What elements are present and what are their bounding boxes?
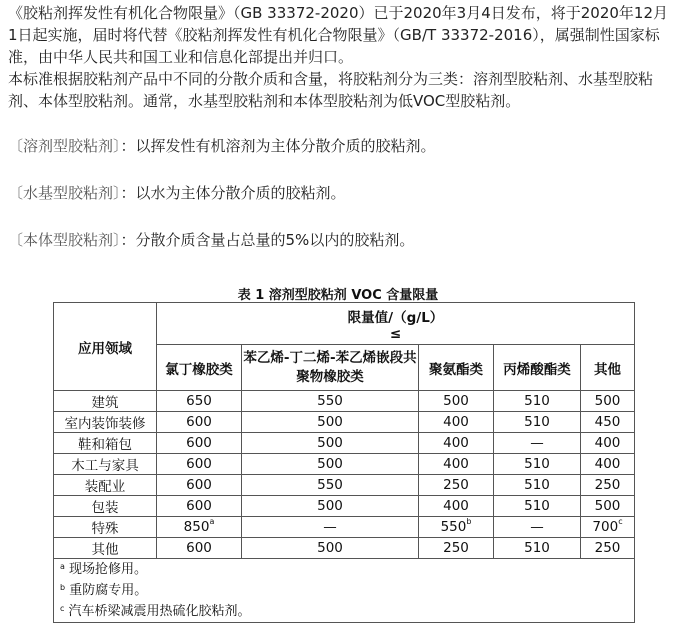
cell-value: 400 — [581, 433, 635, 454]
column-header: 氯丁橡胶类 — [157, 345, 242, 391]
cell-value: 850$^a$ — [157, 517, 242, 538]
cell-value: 510 — [494, 454, 581, 475]
table-footnotes — [54, 559, 635, 623]
cell-value: 500 — [242, 538, 419, 559]
definition-term: 〔水基型胶粘剂〕 — [8, 184, 121, 202]
voc-limit-table — [53, 302, 635, 623]
cell-value: 600 — [157, 433, 242, 454]
definition-text: ：以挥发性有机溶剂为主体分散介质的胶粘剂。 — [120, 137, 436, 155]
definition-text: ：分散介质含量占总量的5%以内的胶粘剂。 — [120, 231, 415, 249]
definition-bulk — [8, 229, 414, 251]
footnote-mark-b: b — [466, 517, 472, 526]
footnotes-cell — [54, 559, 635, 623]
cell-value: 400 — [419, 412, 494, 433]
footnote: $^c$ 汽车桥梁减震用热硫化胶粘剂。 — [60, 604, 251, 619]
cell-value: 550 — [242, 475, 419, 496]
table-row — [54, 517, 635, 538]
intro-paragraph-2: 本标准根据胶粘剂产品中不同的分散介质和含量，将胶粘剂分为三类：溶剂型胶粘剂、水基型胶粘剂、本体型胶粘剂。通常，水基型胶粘剂和本体型胶粘剂为低VOC型胶粘剂。 — [8, 70, 654, 110]
limit-symbol: ≤ — [389, 325, 402, 342]
cell-value: 400 — [419, 496, 494, 517]
cell-value: 500 — [242, 412, 419, 433]
header-application-field: 应用领域 — [54, 303, 157, 391]
table-row — [54, 391, 635, 412]
definition-term: 〔本体型胶粘剂〕 — [8, 231, 121, 249]
cell-value: 700$^c$ — [581, 517, 635, 538]
footnote-mark-a: a — [209, 517, 215, 526]
row-field: 建筑 — [54, 391, 157, 412]
cell-value: 600 — [157, 412, 242, 433]
definition-term: 〔溶剂型胶粘剂〕 — [8, 137, 121, 155]
cell-value: 250 — [581, 475, 635, 496]
intro-text — [8, 2, 672, 112]
cell-value: 400 — [419, 454, 494, 475]
cell-value: 650 — [157, 391, 242, 412]
cell-value: 510 — [494, 538, 581, 559]
cell-value: 500 — [242, 496, 419, 517]
cell-value: 500 — [419, 391, 494, 412]
table-row — [54, 475, 635, 496]
cell-value: 500 — [242, 433, 419, 454]
footnote: $^a$ 现场抢修用。 — [60, 562, 148, 577]
cell-value: 600 — [157, 538, 242, 559]
column-header: 其他 — [581, 345, 635, 391]
row-field: 装配业 — [54, 475, 157, 496]
row-field: 室内装饰装修 — [54, 412, 157, 433]
intro-paragraph-1: 《胶粘剂挥发性有机化合物限量》（GB 33372-2020）已于2020年3月4日发布，将于2020年12月1日起实施，届时将代替《胶粘剂挥发性有机化合物限量》（GB/T 33372-2016），属强制性国家标准，由中华人民共和国工业和信息化部提出并归口。 — [8, 4, 669, 66]
table-row — [54, 496, 635, 517]
cell-value: 400 — [419, 433, 494, 454]
row-field: 木工与家具 — [54, 454, 157, 475]
table-caption: 表 1 溶剂型胶粘剂 VOC 含量限量 — [237, 288, 439, 303]
definition-text: ：以水为主体分散介质的胶粘剂。 — [120, 184, 346, 202]
cell-value: 450 — [581, 412, 635, 433]
cell-value: 510 — [494, 412, 581, 433]
cell-value: — — [494, 433, 581, 454]
cell-value: 250 — [419, 538, 494, 559]
cell-value: 500 — [581, 496, 635, 517]
cell-value: 400 — [581, 454, 635, 475]
footnote-mark-c: c — [618, 517, 623, 526]
definition-water — [8, 182, 346, 204]
table-row — [54, 433, 635, 454]
limit-unit: 限量值/（g/L） — [347, 309, 444, 326]
cell-value: — — [494, 517, 581, 538]
table-row — [54, 454, 635, 475]
table-row — [54, 412, 635, 433]
cell-value: 600 — [157, 454, 242, 475]
column-header: 苯乙烯-丁二烯-苯乙烯嵌段共聚物橡胶类 — [242, 345, 419, 391]
cell-value: 550 — [242, 391, 419, 412]
cell-value: 250 — [419, 475, 494, 496]
cell-value: 510 — [494, 496, 581, 517]
cell-value: 510 — [494, 475, 581, 496]
column-header: 丙烯酸酯类 — [494, 345, 581, 391]
cell-value: 510 — [494, 391, 581, 412]
cell-value: 550$^b$ — [419, 517, 494, 538]
cell-value: 500 — [242, 454, 419, 475]
cell-value: 600 — [157, 496, 242, 517]
header-limit-value — [157, 303, 635, 345]
cell-value: 600 — [157, 475, 242, 496]
row-field: 包装 — [54, 496, 157, 517]
footnote: $^b$ 重防腐专用。 — [60, 583, 148, 598]
row-field: 鞋和箱包 — [54, 433, 157, 454]
cell-value: 250 — [581, 538, 635, 559]
cell-value: 500 — [581, 391, 635, 412]
table-row — [54, 538, 635, 559]
definition-solvent — [8, 135, 436, 157]
cell-value: — — [242, 517, 419, 538]
row-field: 特殊 — [54, 517, 157, 538]
column-header: 聚氨酯类 — [419, 345, 494, 391]
row-field: 其他 — [54, 538, 157, 559]
